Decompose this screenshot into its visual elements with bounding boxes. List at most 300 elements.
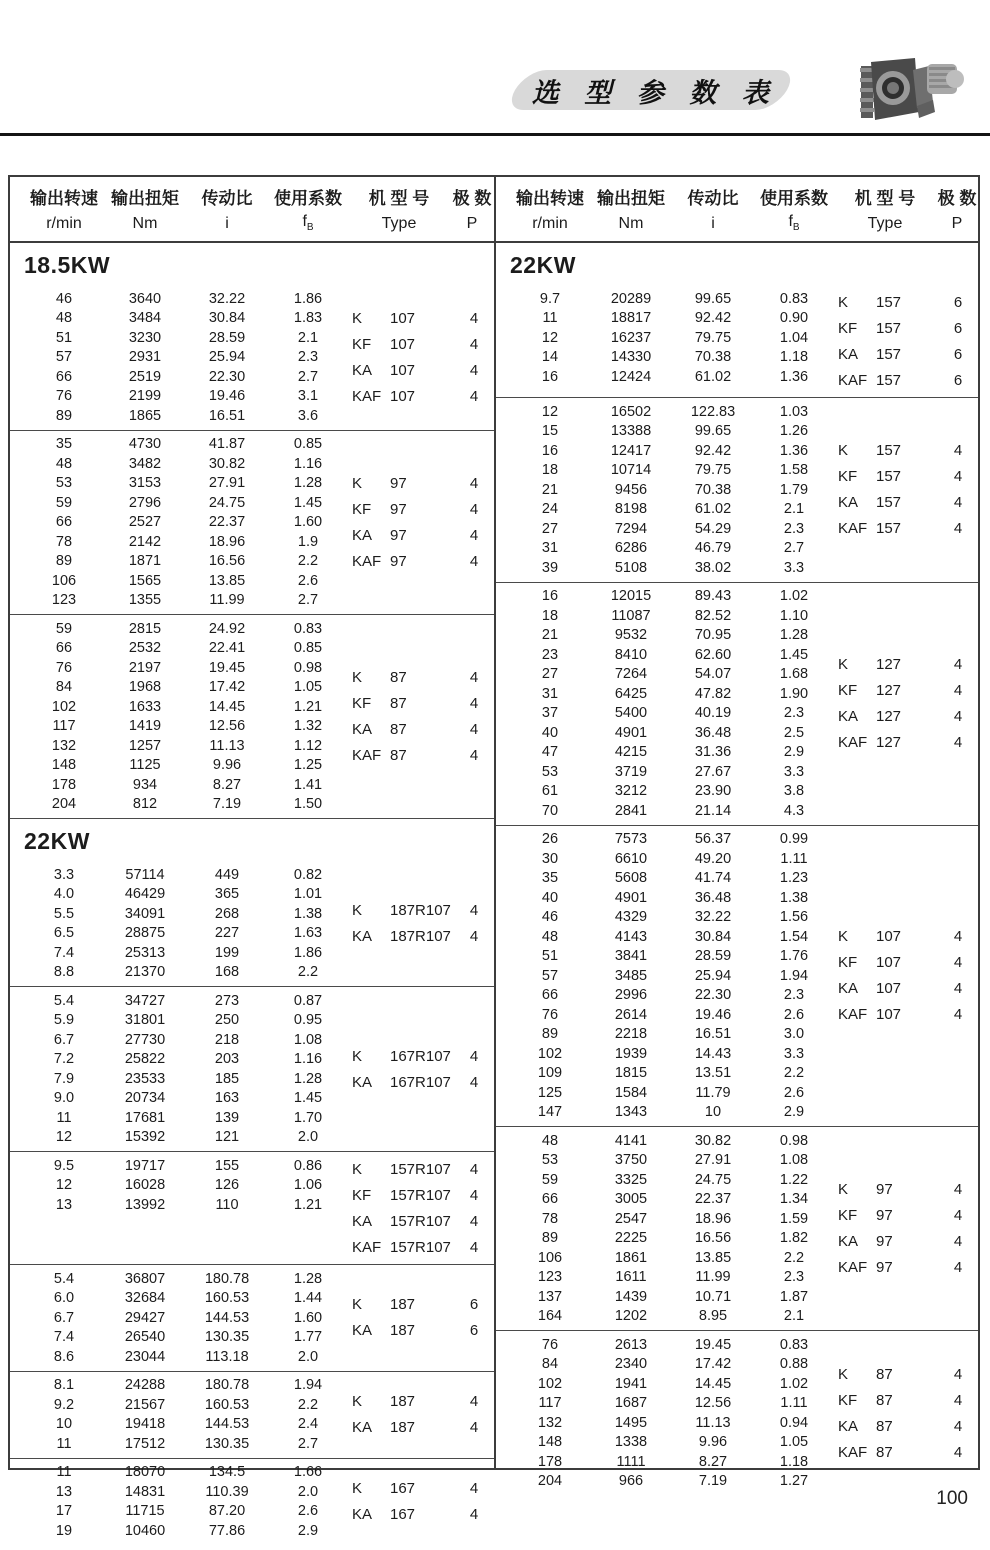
data-row <box>510 1307 834 1327</box>
ratio-value: 30.82 <box>694 1132 732 1149</box>
service-factor-value: 1.08 <box>779 1152 809 1169</box>
type-size-label: 157 <box>876 345 902 363</box>
ratio-value: 18.96 <box>208 533 246 550</box>
ratio-block-rows <box>496 587 834 821</box>
ratio-block-rows <box>10 865 348 982</box>
output-torque-value: 21567 <box>124 1396 166 1413</box>
header-ratio: 传动比 i <box>201 189 253 233</box>
ratio-value: 168 <box>214 964 240 981</box>
header-ratio: 传动比 i <box>687 189 739 233</box>
output-speed-value: 106 <box>537 1249 563 1266</box>
ratio-value: 11.13 <box>695 1414 731 1431</box>
ratio-value: 25.94 <box>208 349 246 366</box>
output-speed-value: 6.5 <box>53 925 75 942</box>
type-row <box>348 691 494 717</box>
type-size-label: 87 <box>876 1391 893 1409</box>
type-model-label: K <box>838 656 849 674</box>
pole-count-value: 4 <box>469 1073 479 1091</box>
ratio-block-types <box>348 991 494 1147</box>
output-speed-value: 76 <box>541 1006 559 1023</box>
pole-count-value: 4 <box>469 1047 479 1065</box>
output-speed-value: 27 <box>541 520 559 537</box>
output-speed-value: 30 <box>541 850 559 867</box>
output-torque-value: 13388 <box>610 423 652 440</box>
right-column-header <box>496 177 978 243</box>
output-speed-value: 4.0 <box>53 886 75 903</box>
data-row <box>24 493 348 513</box>
service-factor-value: 0.85 <box>293 436 323 453</box>
ratio-value: 70.95 <box>694 627 732 644</box>
ratio-value: 21.14 <box>694 802 732 819</box>
service-factor-value: 0.99 <box>779 831 809 848</box>
output-torque-value: 7264 <box>614 666 648 683</box>
output-torque-value: 36807 <box>124 1270 166 1287</box>
output-speed-value: 164 <box>537 1308 563 1325</box>
output-speed-value: 9.2 <box>53 1396 75 1413</box>
service-factor-value: 2.2 <box>297 553 319 570</box>
data-row <box>24 406 348 426</box>
ratio-block-rows <box>496 1131 834 1326</box>
type-model-label: K <box>838 1181 849 1199</box>
ratio-value: 9.96 <box>698 1434 728 1451</box>
service-factor-value: 1.86 <box>293 290 323 307</box>
output-speed-value: 57 <box>541 967 559 984</box>
ratio-value: 203 <box>214 1051 240 1068</box>
service-factor-value: 2.2 <box>783 1065 805 1082</box>
ratio-value: 24.75 <box>694 1171 732 1188</box>
output-torque-value: 32684 <box>124 1290 166 1307</box>
ratio-value: 22.30 <box>208 368 246 385</box>
data-row <box>24 991 348 1011</box>
type-size-label: 107 <box>390 309 416 327</box>
service-factor-value: 0.87 <box>293 992 323 1009</box>
service-factor-value: 2.5 <box>783 724 805 741</box>
output-speed-value: 53 <box>541 1152 559 1169</box>
output-speed-value: 117 <box>538 1395 562 1412</box>
data-row <box>510 1413 834 1433</box>
type-size-label: 187 <box>390 1296 416 1314</box>
output-torque-value: 8410 <box>614 646 648 663</box>
data-row <box>510 1131 834 1151</box>
output-torque-value: 3750 <box>614 1152 648 1169</box>
type-model-label: K <box>352 1296 363 1314</box>
ratio-block <box>10 285 494 430</box>
output-speed-value: 5.9 <box>53 1012 75 1029</box>
output-torque-value: 31801 <box>124 1012 166 1029</box>
service-factor-value: 0.86 <box>293 1157 323 1174</box>
ratio-block <box>10 986 494 1151</box>
service-factor-value: 2.6 <box>297 572 319 589</box>
service-factor-value: 1.94 <box>779 967 809 984</box>
data-row <box>24 1395 348 1415</box>
output-torque-value: 11087 <box>611 607 651 624</box>
output-speed-value: 13 <box>55 1483 73 1500</box>
pole-count-value: 4 <box>953 1233 963 1251</box>
type-row <box>834 1177 978 1203</box>
type-model-label: KF <box>838 468 858 486</box>
service-factor-value: 2.6 <box>297 1503 319 1520</box>
output-torque-value: 2796 <box>128 494 162 511</box>
ratio-value: 144.53 <box>204 1416 250 1433</box>
output-speed-value: 48 <box>541 1132 559 1149</box>
service-factor-value: 2.3 <box>783 987 805 1004</box>
output-torque-value: 5108 <box>614 559 648 576</box>
type-model-label: KF <box>838 319 858 337</box>
pole-count-value: 4 <box>953 494 963 512</box>
ratio-block <box>496 397 978 582</box>
ratio-block-rows <box>10 1463 348 1541</box>
output-torque-value: 2218 <box>614 1026 648 1043</box>
output-torque-value: 28875 <box>124 925 166 942</box>
ratio-block-types <box>348 1269 494 1367</box>
service-factor-value: 1.83 <box>293 310 323 327</box>
service-factor-value: 1.34 <box>779 1191 809 1208</box>
gearmotor-illustration <box>853 50 965 132</box>
output-speed-value: 7.4 <box>53 1329 75 1346</box>
data-row <box>24 697 348 717</box>
output-torque-value: 14831 <box>124 1483 166 1500</box>
output-torque-value: 934 <box>132 776 158 793</box>
service-factor-value: 1.06 <box>293 1177 323 1194</box>
data-row <box>24 348 348 368</box>
data-row <box>24 658 348 678</box>
type-model-label: KF <box>352 500 372 518</box>
output-speed-value: 40 <box>541 724 559 741</box>
ratio-value: 14.45 <box>694 1375 732 1392</box>
data-row <box>510 908 834 928</box>
data-row <box>510 289 834 309</box>
service-factor-value: 2.3 <box>783 1269 805 1286</box>
ratio-value: 30.82 <box>208 455 246 472</box>
output-torque-value: 1941 <box>614 1375 648 1392</box>
service-factor-value: 2.2 <box>297 964 319 981</box>
type-model-label: KA <box>352 1212 373 1230</box>
pole-count-value: 4 <box>953 520 963 538</box>
output-speed-value: 66 <box>55 514 73 531</box>
type-row <box>834 464 978 490</box>
header-service-factor: 使用系数 $f_B$ <box>760 189 828 234</box>
service-factor-value: 3.1 <box>297 388 319 405</box>
type-row <box>834 1002 978 1028</box>
ratio-value: 163 <box>214 1090 240 1107</box>
output-torque-value: 3485 <box>614 967 648 984</box>
ratio-value: 180.78 <box>204 1270 250 1287</box>
service-factor-value: 1.22 <box>779 1171 809 1188</box>
output-speed-value: 57 <box>55 349 73 366</box>
service-factor-value: 1.94 <box>293 1377 323 1394</box>
type-size-label: 167 <box>390 1480 416 1498</box>
pole-count-value: 4 <box>469 1186 479 1204</box>
data-row <box>24 1347 348 1367</box>
service-factor-value: 1.23 <box>779 870 809 887</box>
data-row <box>24 1089 348 1109</box>
output-speed-value: 106 <box>51 572 77 589</box>
type-row <box>834 678 978 704</box>
type-row <box>348 357 494 383</box>
ratio-value: 273 <box>214 992 240 1009</box>
data-row <box>510 1025 834 1045</box>
output-speed-value: 53 <box>541 763 559 780</box>
ratio-value: 22.41 <box>208 640 246 657</box>
output-torque-value: 7573 <box>614 831 648 848</box>
output-torque-value: 1343 <box>614 1104 648 1121</box>
output-speed-value: 76 <box>55 659 73 676</box>
type-row <box>834 1387 978 1413</box>
output-torque-value: 12417 <box>610 442 652 459</box>
output-speed-value: 89 <box>55 553 73 570</box>
data-row <box>510 1374 834 1394</box>
data-row <box>24 678 348 698</box>
type-model-label: KA <box>838 494 859 512</box>
ratio-block-types <box>348 865 494 982</box>
output-speed-value: 48 <box>55 455 73 472</box>
pole-count-value: 4 <box>953 468 963 486</box>
type-size-label: 107 <box>390 361 416 379</box>
type-size-label: 87 <box>390 747 407 765</box>
kw-section-title: 22KW <box>510 252 576 279</box>
type-model-label: KA <box>352 1073 373 1091</box>
service-factor-value: 1.76 <box>779 948 809 965</box>
output-torque-value: 17512 <box>124 1435 166 1452</box>
ratio-value: 19.45 <box>694 1336 732 1353</box>
type-row <box>348 665 494 691</box>
ratio-value: 61.02 <box>694 368 732 385</box>
output-speed-value: 47 <box>541 744 559 761</box>
output-speed-value: 5.4 <box>53 1270 75 1287</box>
output-speed-value: 123 <box>537 1269 563 1286</box>
data-row <box>510 665 834 685</box>
data-row <box>24 474 348 494</box>
ratio-block-rows <box>10 1269 348 1367</box>
ratio-value: 61.02 <box>694 501 732 518</box>
output-torque-value: 2199 <box>128 388 162 405</box>
pole-count-value: 4 <box>469 1212 479 1230</box>
ratio-block <box>496 825 978 1127</box>
kw-section-title: 18.5KW <box>24 252 111 279</box>
ratio-value: 47.82 <box>694 685 732 702</box>
data-row <box>24 328 348 348</box>
type-size-label: 107 <box>876 980 902 998</box>
service-factor-value: 0.82 <box>293 866 323 883</box>
data-row <box>24 289 348 309</box>
output-torque-value: 18070 <box>124 1464 166 1481</box>
kw-section-blocks <box>10 285 494 818</box>
pole-count-value: 4 <box>469 1238 479 1256</box>
output-speed-value: 89 <box>541 1026 559 1043</box>
data-row <box>24 1328 348 1348</box>
header-poles: 极 数 P <box>452 189 492 233</box>
data-row <box>24 1195 348 1215</box>
service-factor-value: 1.60 <box>293 1309 323 1326</box>
data-row <box>24 1176 348 1196</box>
ratio-value: 82.52 <box>694 607 732 624</box>
output-torque-value: 2197 <box>128 659 162 676</box>
output-torque-value: 2519 <box>128 368 162 385</box>
service-factor-value: 1.01 <box>293 886 323 903</box>
service-factor-value: 3.8 <box>783 783 805 800</box>
service-factor-value: 2.3 <box>297 349 319 366</box>
output-torque-value: 3230 <box>128 329 162 346</box>
pole-count-value: 4 <box>469 474 479 492</box>
service-factor-value: 3.6 <box>297 407 319 424</box>
output-speed-value: 48 <box>541 928 559 945</box>
service-factor-value: 2.3 <box>783 705 805 722</box>
pole-count-value: 4 <box>953 928 963 946</box>
output-torque-value: 1495 <box>614 1414 648 1431</box>
type-model-label: KAF <box>838 1259 868 1277</box>
type-row <box>834 1255 978 1281</box>
ratio-value: 27.91 <box>694 1152 732 1169</box>
ratio-value: 32.22 <box>694 909 732 926</box>
ratio-value: 99.65 <box>694 290 732 307</box>
ratio-value: 218 <box>214 1031 240 1048</box>
ratio-block-types <box>348 435 494 611</box>
pole-count-value: 6 <box>953 345 963 363</box>
pole-count-value: 4 <box>469 361 479 379</box>
type-row <box>348 898 494 924</box>
service-factor-value: 1.04 <box>779 329 809 346</box>
ratio-value: 41.74 <box>694 870 732 887</box>
output-torque-value: 2527 <box>128 514 162 531</box>
pole-count-value: 4 <box>469 669 479 687</box>
type-model-label: KAF <box>838 1443 868 1461</box>
type-row <box>348 924 494 950</box>
type-row <box>348 548 494 574</box>
type-size-label: 107 <box>390 335 416 353</box>
type-row <box>834 950 978 976</box>
service-factor-value: 1.70 <box>293 1109 323 1126</box>
output-torque-value: 12015 <box>610 588 652 605</box>
output-torque-value: 24288 <box>124 1377 166 1394</box>
page-number: 100 <box>936 1488 968 1509</box>
output-torque-value: 1355 <box>128 592 162 609</box>
output-speed-value: 78 <box>541 1210 559 1227</box>
type-size-label: 167R107 <box>390 1073 451 1091</box>
type-model-label: KF <box>838 1207 858 1225</box>
ratio-block-types <box>348 289 494 426</box>
ratio-value: 32.22 <box>208 290 246 307</box>
output-torque-value: 2614 <box>614 1006 648 1023</box>
pole-count-value: 4 <box>469 1419 479 1437</box>
type-row <box>348 496 494 522</box>
ratio-value: 17.42 <box>208 679 246 696</box>
ratio-value: 70.38 <box>694 349 732 366</box>
data-row <box>24 865 348 885</box>
output-speed-value: 53 <box>55 475 73 492</box>
service-factor-value: 1.87 <box>779 1288 809 1305</box>
service-factor-value: 2.1 <box>783 501 805 518</box>
pole-count-value: 4 <box>953 1181 963 1199</box>
type-size-label: 157R107 <box>390 1212 451 1230</box>
data-row <box>510 1452 834 1472</box>
output-speed-value: 59 <box>55 494 73 511</box>
data-row <box>510 1103 834 1123</box>
service-factor-value: 2.0 <box>297 1348 319 1365</box>
output-torque-value: 1939 <box>614 1045 648 1062</box>
type-size-label: 157 <box>876 442 902 460</box>
type-model-label: KAF <box>838 371 868 389</box>
data-row <box>510 1355 834 1375</box>
ratio-value: 13.85 <box>694 1249 732 1266</box>
ratio-value: 17.42 <box>694 1356 732 1373</box>
output-torque-value: 34091 <box>124 905 166 922</box>
data-row <box>510 1083 834 1103</box>
type-size-label: 187 <box>390 1393 416 1411</box>
type-model-label: K <box>352 1393 363 1411</box>
output-speed-value: 66 <box>55 640 73 657</box>
data-row <box>24 309 348 329</box>
output-torque-value: 3212 <box>614 783 648 800</box>
service-factor-value: 1.68 <box>779 666 809 683</box>
output-torque-value: 17681 <box>124 1109 166 1126</box>
ratio-value: 22.30 <box>694 987 732 1004</box>
pole-count-value: 4 <box>469 1480 479 1498</box>
service-factor-value: 1.28 <box>293 1270 323 1287</box>
type-row <box>348 743 494 769</box>
output-torque-value: 1968 <box>128 679 162 696</box>
type-model-label: KAF <box>838 734 868 752</box>
output-torque-value: 46429 <box>124 886 166 903</box>
pole-count-value: 6 <box>469 1296 479 1314</box>
output-torque-value: 19418 <box>124 1416 166 1433</box>
type-size-label: 157 <box>876 494 902 512</box>
ratio-value: 268 <box>214 905 240 922</box>
data-row <box>510 801 834 821</box>
ratio-value: 54.07 <box>694 666 732 683</box>
ratio-value: 36.48 <box>694 889 732 906</box>
output-torque-value: 1257 <box>128 737 162 754</box>
output-torque-value: 1633 <box>128 698 162 715</box>
header-output-speed: 输出转速 r/min <box>30 189 98 233</box>
service-factor-value: 0.98 <box>779 1132 809 1149</box>
type-model-label: K <box>838 1365 849 1383</box>
type-size-label: 157 <box>876 293 902 311</box>
output-torque-value: 3482 <box>128 455 162 472</box>
ratio-block-types <box>348 1156 494 1260</box>
service-factor-value: 1.18 <box>779 349 809 366</box>
type-row <box>348 522 494 548</box>
type-size-label: 157R107 <box>390 1238 451 1256</box>
page-title: 选 型 参 数 表 <box>531 77 778 108</box>
kw-section <box>10 243 494 818</box>
output-torque-value: 20289 <box>610 290 652 307</box>
service-factor-value: 2.3 <box>783 520 805 537</box>
service-factor-value: 2.2 <box>783 1249 805 1266</box>
service-factor-value: 1.41 <box>293 776 323 793</box>
data-row <box>510 849 834 869</box>
data-row <box>24 795 348 815</box>
ratio-value: 46.79 <box>694 540 732 557</box>
ratio-block-types <box>834 402 978 578</box>
type-model-label: KF <box>838 954 858 972</box>
pole-count-value: 4 <box>469 500 479 518</box>
output-torque-value: 1125 <box>129 757 161 774</box>
output-speed-value: 9.0 <box>53 1090 75 1107</box>
pole-count-value: 4 <box>469 387 479 405</box>
type-model-label: K <box>352 902 363 920</box>
ratio-block <box>496 582 978 825</box>
output-torque-value: 16028 <box>124 1177 166 1194</box>
service-factor-value: 1.44 <box>293 1290 323 1307</box>
output-torque-value: 4143 <box>614 928 648 945</box>
header-output-speed: 输出转速 r/min <box>516 189 584 233</box>
output-torque-value: 2547 <box>614 1210 648 1227</box>
pole-count-value: 4 <box>953 1006 963 1024</box>
ratio-value: 10.71 <box>694 1288 732 1305</box>
service-factor-value: 3.3 <box>783 559 805 576</box>
type-row <box>348 305 494 331</box>
output-speed-value: 51 <box>541 948 559 965</box>
